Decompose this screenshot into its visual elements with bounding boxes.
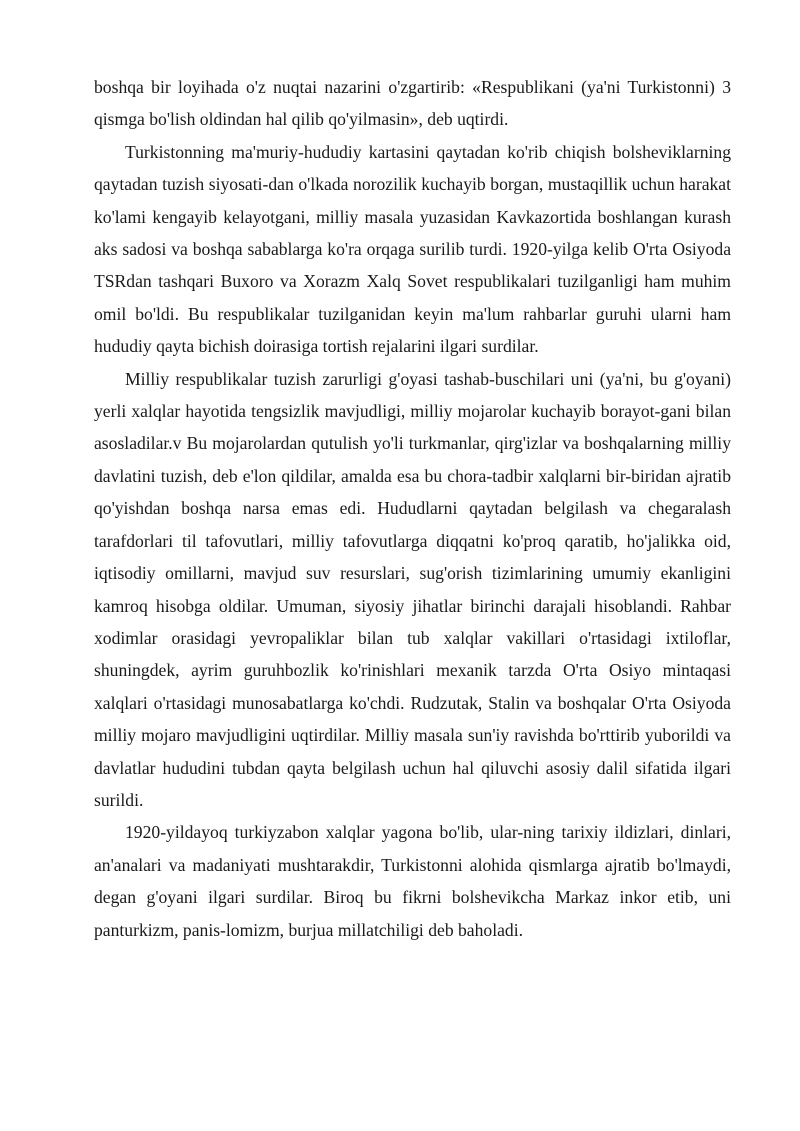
paragraph-turkic-peoples: 1920-yildayoq turkiyzabon xalqlar yagona bo'lib, ular-ning tarixiy ildizlari, dinlari, an'analari va madaniyati mushtarakdir, Turkistonni alohida qismlarga ajratib bo'lmaydi, degan g'oyani ilgari surdilar. Biroq bu fikrni bolshevikcha Markaz inkor etib, uni panturkizm, panis-lomizm, burjua millatchiligi deb baholadi. [94, 822, 731, 940]
document-body [94, 71, 731, 946]
paragraph-national-republics: Milliy respublikalar tuzish zarurligi g'oyasi tashab-buschilari uni (ya'ni, bu g'oyani) yerli xalqlar hayotida tengsizlik mavjudligi, milliy mojarolar kuchayib borayot-gani bilan asosladilar.v Bu mojarolardan qutulish yo'li turkmanlar, qirg'izlar va boshqalarning milliy davlatini tuzish, deb e'lon qildilar, amalda esa bu chora-tadbir xalqlarni bir-biridan ajratib qo'yishdan boshqa narsa emas edi. Hududlarni qaytadan belgilash va chegaralash tarafdorlari til tafovutlari, milliy tafovutlarga diqqatni ko'proq qaratib, ho'jalikka oid, iqtisodiy omillarni, mavjud suv resurslari, sug'orish tizimlarining umumiy ekanligini kamroq hisobga oldilar. Umuman, siyosiy jihatlar birinchi darajali hisoblandi. Rahbar xodimlar orasidagi yevropaliklar bilan tub xalqlar vakillari o'rtasidagi ixtiloflar, shuningdek, ayrim guruhbozlik ko'rinishlari mexanik tarzda O'rta Osiyo mintaqasi xalqlari o'rtasidagi munosabatlarga ko'chdi. Rudzutak, Stalin va boshqalar O'rta Osiyoda milliy mojaro mavjudligini uqtirdilar. Milliy masala sun'iy ravishda bo'rttirib yuborildi va davlatlar hududini tubdan qayta belgilash uchun hal qiluvchi asosiy dalil sifatida ilgari surildi. [94, 368, 731, 810]
paragraph-continuation: boshqa bir loyihada o'z nuqtai nazarini o'zgartirib: «Respublikani (ya'ni Turkistonni) 3 qismga bo'lish oldindan hal qilib qo'yilmasin», deb uqtirdi. [94, 77, 731, 130]
paragraph-administrative-map: Turkistonning ma'muriy-hududiy kartasini qaytadan ko'rib chiqish bolsheviklarning qaytadan tuzish siyosati-dan o'lkada norozilik kuchayib borgan, mustaqillik uchun harakat ko'lami kengayib kelayotgani, milliy masala yuzasidan Kavkazortida boshlangan kurash aks sadosi va boshqa sabablarga ko'ra orqaga surilib turdi. 1920-yilga kelib O'rta Osiyoda TSRdan tashqari Buxoro va Xorazm Xalq Sovet respublikalari tuzilganligi ham muhim omil bo'ldi. Bu respublikalar tuzilganidan keyin ma'lum rahbarlar guruhi ularni ham hududiy qayta bichish doirasiga tortish rejalarini ilgari surdilar. [94, 141, 731, 357]
